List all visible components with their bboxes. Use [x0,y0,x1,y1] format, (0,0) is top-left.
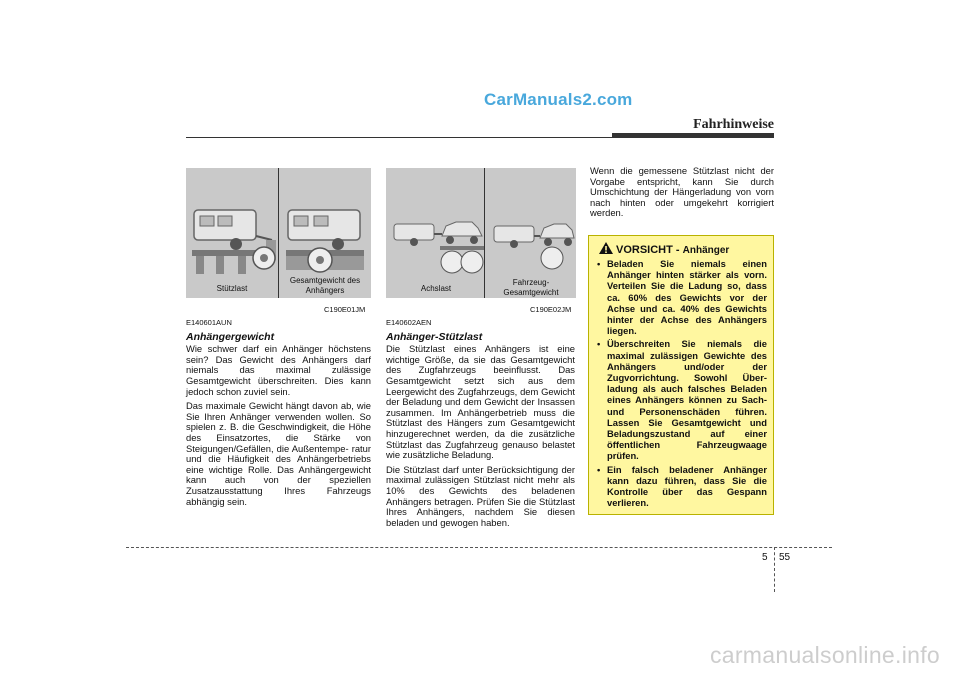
bottom-watermark: carmanualsonline.info [709,642,940,668]
figure-divider [484,168,485,298]
caution-list [597,258,767,510]
footer-rule [126,547,832,548]
header-bar [612,133,774,138]
figure-divider [278,168,279,298]
figure-label-fahrzeug-gesamtgewicht [488,278,574,298]
caution-item-text: Beladen Sie niemals einen Anhänger hinten stärker als vorn. Verteilen Sie die Ladung so, dass ca. 60% des Gewichts vor der Achse und ca. 40% des Gewichts hinter der Achse des Anhängers liegen. [607,258,767,337]
section-code: E140601AUN [186,318,232,327]
caution-item [597,464,767,509]
caution-box [588,235,774,515]
figure-label-line: Anhängers [305,286,345,295]
bullet: • [597,463,601,475]
paragraph: Wenn die gemessene Stützlast nicht der Vorgabe entspricht, kann Sie durch Umschichtung der Hängerladung von vorn nach hinten oder umgekehrt korrigiert werden. [590,165,774,219]
figure-label-gesamtgewicht [282,276,368,296]
page-number: 55 [779,552,791,563]
caution-item-text: Überschreiten Sie niemals die maximal zulässigen Gewichte des Anhängers und/oder der Zugvorrichtung. Sowohl Über- ladung als auch falsches Beladen eines Anhängers können zu Sach- und Personenschäden führen. Lassen Sie Gesamtgewicht und Beladungszustand auf einer öffentlichen Fahrzeugwaage prüfen. [607,338,767,462]
bullet: • [597,338,601,350]
section-code: E140602AEN [386,318,432,327]
warning-triangle-icon [599,242,613,254]
site-watermark: CarManuals2.com [484,90,633,109]
column-correction [590,166,774,223]
caution-item [597,338,767,461]
chapter-number: 5 [762,552,768,563]
bullet: • [597,258,601,269]
figure-label-stuetzlast: Stützlast [216,284,248,293]
caution-heading [599,242,729,256]
figure-code: C190E01JM [324,305,366,314]
figure-label-line: Gesamtgewicht des [289,276,361,285]
figure-label-achslast: Achslast [420,284,452,293]
figure-code: C190E02JM [530,305,572,314]
paragraph: Wie schwer darf ein Anhänger höchstens sein? Das Gewicht des Anhängers darf niemals das maximal zulässige Gesamtgewicht überschreiten. Dies kann jedoch schon zuviel sein. [186,343,371,397]
paragraph: Das maximale Gewicht hängt davon ab, wie Sie Ihren Anhänger verwenden wollen. So spielen z. B. die Geschwindigkeit, die Höhe des Einsatzortes, die Stärke von Steigungen/Gefällen, die Außentempe- ratur und die Häufigkeit des Anhängerbetriebs eine wichtige Rolle. Das Anhängergewicht kann auch von der speziellen Zusatzausstattung Ihres Fahrzeugs abhängig sein. [186,400,371,507]
section-title: Fahrhinweise [693,117,774,132]
page-divider [774,547,775,592]
caution-title-sub: Anhänger [682,245,730,256]
figure-label-line: Gesamtgewicht [503,288,559,297]
section-heading: Anhänger-Stützlast [386,330,483,343]
caution-item [597,258,767,336]
column-anhaenger-stuetzlast [386,318,575,532]
caution-item-text: Ein falsch beladener Anhänger kann dazu führen, dass Sie die Kontrolle über das Gespann verlieren. [607,463,767,509]
caution-title: VORSICHT - [616,244,683,256]
paragraph: Die Stützlast darf unter Berücksichtigung der maximal zulässigen Stützlast nicht mehr als 10% des Gewichts des beladenen Anhängers betragen. Prüfen Sie die Stützlast Ihres Anhängers, nachdem Sie diesen beladen und gewogen haben. [386,463,575,528]
section-heading: Anhängergewicht [186,330,275,343]
paragraph: Die Stützlast eines Anhängers ist eine wichtige Größe, da sie das Gesamtgewicht des Zugfahrzeugs beeinflusst. Das Gesamtgewicht setzt sich aus dem Leergewicht des Zugfahrzeugs, dem Gewicht der Beladung und dem Gewicht der Insassen zusammen. Im Anhängerbetrieb muss die Stützlast des Hängers zum Gesamtgewicht hinzugerechnet werden, da die zusätzliche Stützlast das Zugfahrzeug genauso belastet wie zusätzliche Beladung. [386,343,575,461]
figure-label-line: Fahrzeug- [512,278,550,287]
column-anhaengergewicht [186,318,371,511]
